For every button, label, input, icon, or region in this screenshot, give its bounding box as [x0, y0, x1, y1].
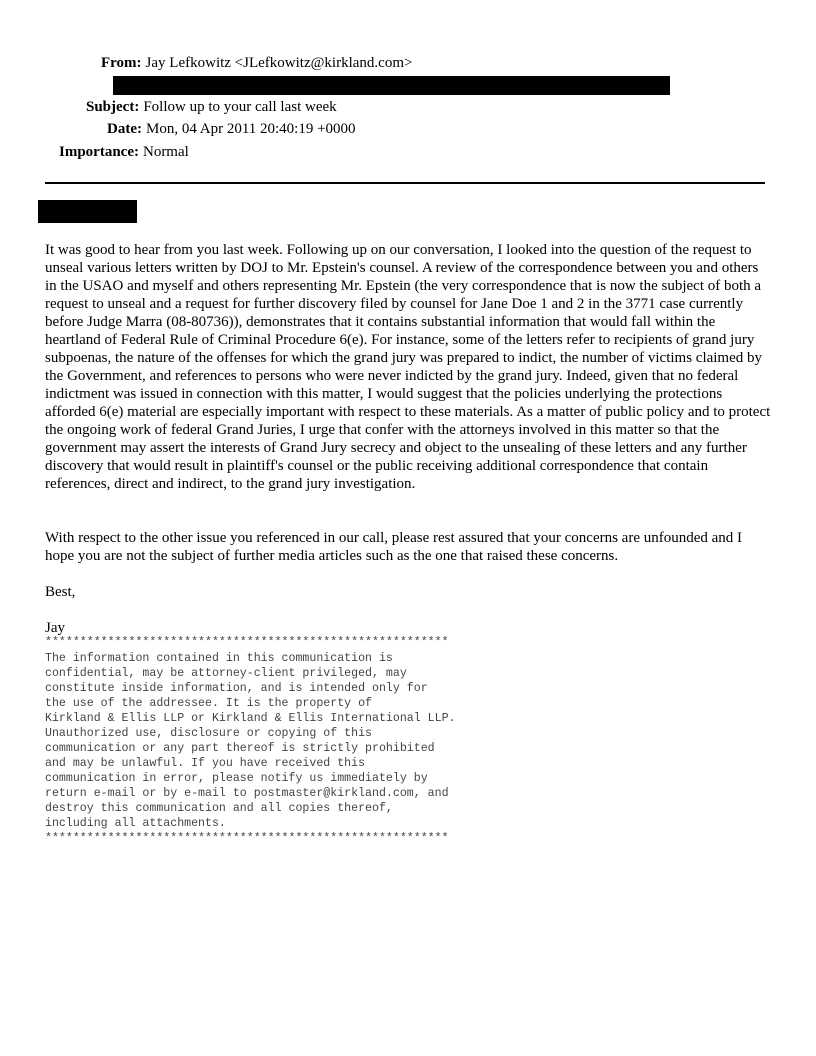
importance-label: Importance: — [59, 144, 139, 160]
closing: Best, — [45, 584, 76, 600]
disclaimer-text: The information contained in this communication is confidential, may be attorney-client privileged, may constitute inside information, and is intended only for the use of the addressee. It is the property of Kirkland & Ellis LLP or Kirkland & Ellis International LLP. Unauthorized use, disclosure or copying of this communication or any part thereof is strictly prohibited and may be unlawful. If you have received this communication in error, please notify us immediately by return e-mail or by e-mail to postmaster@kirkland.com, and destroy this communication and all copies thereof, including all attachments. — [45, 652, 456, 830]
subject-value: Follow up to your call last week — [143, 99, 337, 115]
subject-row — [86, 98, 337, 116]
date-label: Date: — [107, 121, 142, 137]
date-value: Mon, 04 Apr 2011 20:40:19 +0000 — [145, 121, 356, 137]
importance-value: Normal — [142, 144, 189, 160]
from-value: Jay Lefkowitz <JLefkowitz@kirkland.com> — [145, 55, 413, 71]
disclaimer-top-border: ********************************************************** — [45, 636, 449, 649]
from-row — [101, 54, 412, 72]
body-paragraph-1: It was good to hear from you last week. Following up on our conversation, I looked into the question of the request to unseal various letters written by DOJ to Mr. Epstein's counsel. A review of the correspondence between you and others in the USAO and myself and others representing Mr. Epstein (the very correspondence that is now the subject of both a request to unseal and a request for further discovery filed by counsel for Jane Doe 1 and 2 in the 3771 case currently before Judge Marra (08-80736)), demonstrates that it contains substantial information that would fall within the heartland of Federal Rule of Criminal Procedure 6(e). For instance, some of the letters refer to recipients of grand jury subpoenas, the nature of the offenses for which the grand jury was prepared to indict, the number of victims claimed by the Government, and references to persons who were never indicted by the grand jury. Indeed, given that no federal indictment was issued in connection with this matter, I would suggest that the policies underlying the protections afforded 6(e) material are especially important with respect to these materials. As a matter of public policy and to protect the ongoing work of federal Grand Juries, I urge that confer with the attorneys involved in this matter so that the government may assert the interests of Grand Jury secrecy and object to the unsealing of these letters and any further discovery that would result in plaintiff's counsel or the public receiving additional correspondence that contain references, direct and indirect, to the grand jury investigation. — [45, 242, 771, 492]
header-divider — [45, 182, 765, 184]
body-paragraph-2: With respect to the other issue you referenced in our call, please rest assured that your concerns are unfounded and I hope you are not the subject of further media articles such as the one that raised these concerns. — [45, 530, 743, 564]
signature: Jay — [45, 620, 65, 636]
redacted-recipient-bar — [113, 76, 670, 95]
subject-label: Subject: — [86, 99, 140, 115]
redacted-salutation-bar — [38, 200, 137, 223]
importance-row — [59, 143, 189, 161]
date-row — [107, 120, 356, 138]
disclaimer-bottom-border: ********************************************************** — [45, 832, 449, 845]
from-label: From: — [101, 55, 142, 71]
